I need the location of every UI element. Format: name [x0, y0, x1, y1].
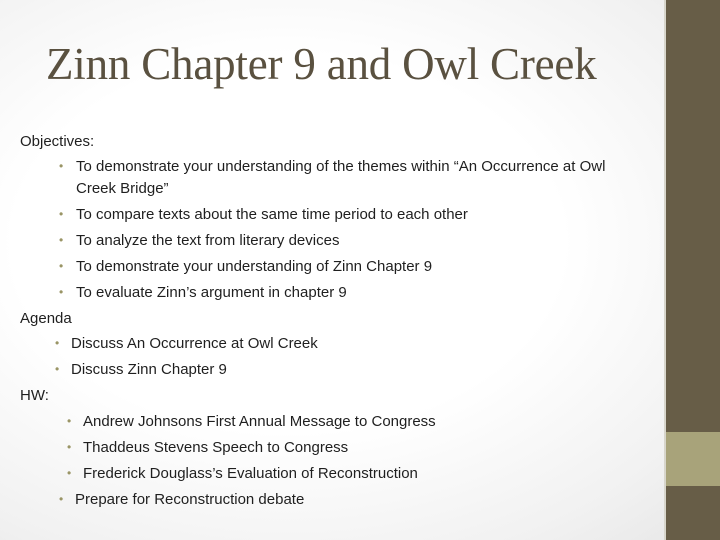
- hw-heading: HW:: [20, 387, 49, 404]
- bullet-icon: •: [67, 466, 72, 480]
- bullet-icon: •: [59, 233, 64, 247]
- objectives-heading: Objectives:: [20, 133, 95, 150]
- bullet-icon: •: [55, 362, 60, 376]
- bullet-icon: •: [67, 440, 72, 454]
- agenda-item: Discuss Zinn Chapter 9: [71, 361, 227, 378]
- objective-item: To evaluate Zinn’s argument in chapter 9: [76, 284, 347, 301]
- bullet-icon: •: [59, 207, 64, 221]
- slide-title: Zinn Chapter 9 and Owl Creek: [46, 39, 597, 89]
- hw-item: Frederick Douglass’s Evaluation of Reconstruction: [83, 465, 418, 482]
- objective-item-continued: Creek Bridge”: [76, 180, 169, 197]
- bullet-icon: •: [59, 259, 64, 273]
- agenda-item: Discuss An Occurrence at Owl Creek: [71, 335, 318, 352]
- hw-item: Prepare for Reconstruction debate: [75, 491, 305, 508]
- agenda-heading: Agenda: [20, 310, 72, 327]
- bullet-icon: •: [59, 285, 64, 299]
- bullet-icon: •: [59, 492, 64, 506]
- bullet-icon: •: [55, 336, 60, 350]
- hw-item: Thaddeus Stevens Speech to Congress: [83, 439, 349, 456]
- objective-item: To demonstrate your understanding of Zinn Chapter 9: [76, 258, 433, 275]
- objective-item: To analyze the text from literary devices: [76, 232, 340, 249]
- bullet-icon: •: [67, 414, 72, 428]
- hw-item: Andrew Johnsons First Annual Message to Congress: [83, 413, 436, 430]
- objective-item: To compare texts about the same time period to each other: [76, 206, 468, 223]
- objective-item: To demonstrate your understanding of the themes within “An Occurrence at Owl: [76, 158, 606, 175]
- bullet-icon: •: [59, 159, 64, 173]
